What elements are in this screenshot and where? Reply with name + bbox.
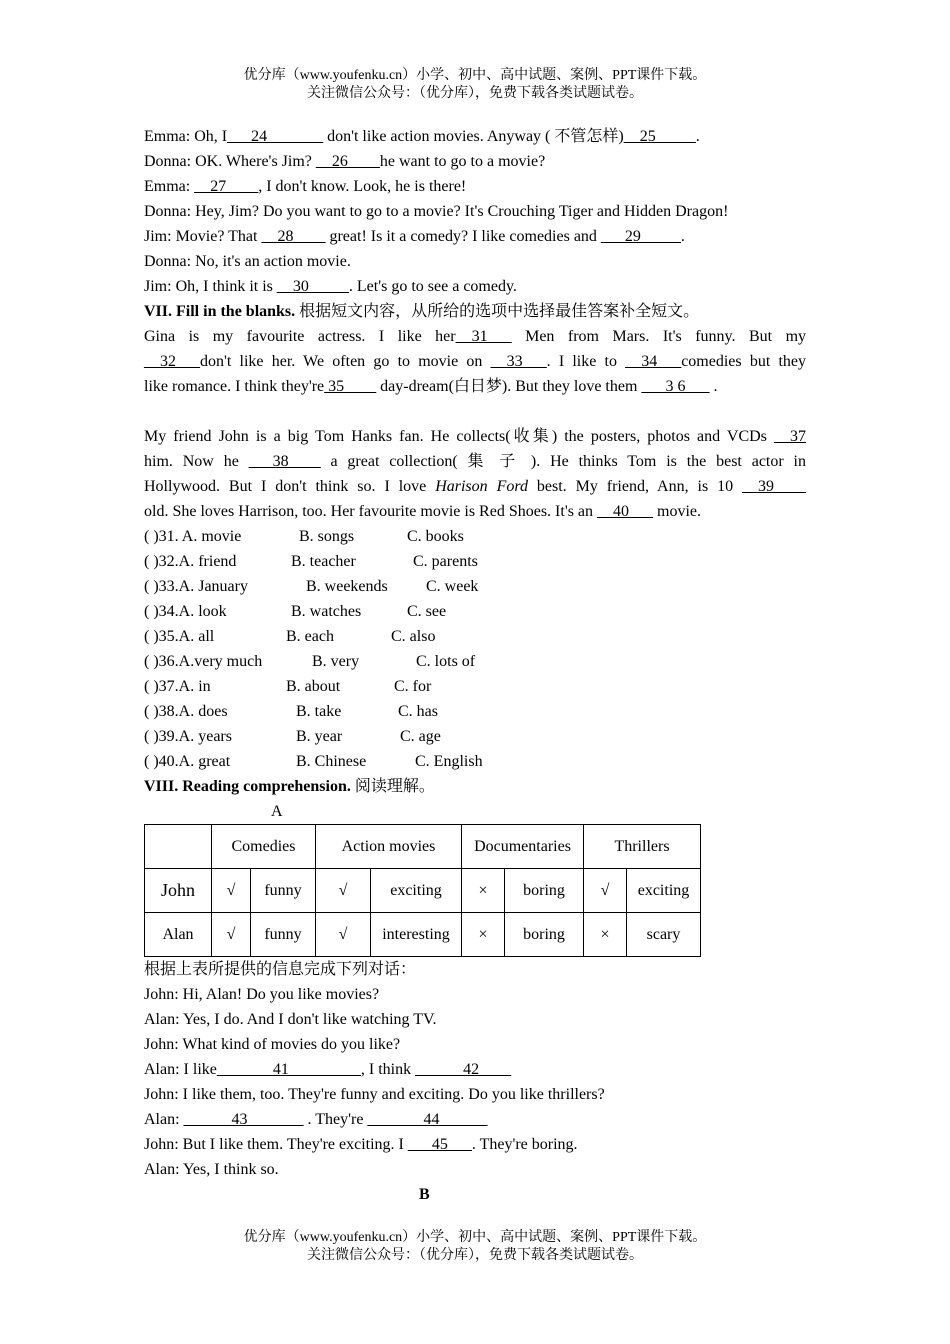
dialogue-line: Jim: Oh, I think it is __30_____. Let's go to see a comedy. (144, 278, 517, 295)
table-row-name: Alan (145, 913, 212, 957)
section-7-heading: VII. Fill in the blanks. 根据短文内容，从所给的选项中选择最佳答案补全短文。 (144, 303, 700, 320)
option-a: ( )35.A. all (144, 628, 215, 645)
table-header-cell: Thrillers (584, 825, 701, 869)
option-row (144, 724, 806, 749)
table-header-cell: Comedies (212, 825, 316, 869)
section-8-heading: VIII. Reading comprehension. 阅读理解。 (144, 778, 435, 795)
table-cell: √ (212, 869, 251, 913)
option-c: C. week (426, 578, 479, 595)
page-footer (0, 1229, 950, 1265)
dialogue-prompt: 根据上表所提供的信息完成下列对话： (144, 961, 417, 978)
table-cell: × (584, 913, 627, 957)
option-b: B. about (286, 678, 341, 695)
option-a: ( )36.A.very much (144, 653, 263, 670)
option-c: C. has (398, 703, 438, 720)
option-row (144, 699, 806, 724)
dialogue-line: Alan: ______43_______ . They're _______44______ (144, 1111, 488, 1128)
passage-2-line: old. She loves Harrison, too. Her favourite movie is Red Shoes. It's an __40___ movie. (144, 503, 702, 520)
option-c: C. books (407, 528, 464, 545)
option-b: B. Chinese (296, 753, 367, 770)
passage-1-line: __32___don't like her. We often go to movie on __33___. I like to __34___comedies but they (144, 353, 807, 370)
footer-line-1: 优分库（www.youfenku.cn）小学、初中、高中试题、案例、PPT课件下载。 (243, 1230, 707, 1245)
table-cell: exciting (627, 869, 701, 913)
table-corner-cell (145, 825, 212, 869)
option-row (144, 624, 806, 649)
option-row (144, 574, 806, 599)
dialogue-line: John: What kind of movies do you like? (144, 1036, 401, 1053)
option-c: C. parents (413, 553, 478, 570)
option-row (144, 524, 806, 549)
table-row (145, 869, 701, 913)
dialogue-line: Donna: No, it's an action movie. (144, 253, 351, 270)
options-list (144, 524, 806, 774)
option-b: B. year (296, 728, 343, 745)
option-c: C. see (407, 603, 447, 620)
option-c: C. English (415, 753, 483, 770)
option-row (144, 749, 806, 774)
option-b: B. very (312, 653, 360, 670)
table-cell: √ (212, 913, 251, 957)
passage-1-line: Gina is my favourite actress. I like her__31___ Men from Mars. It's funny. But my (144, 328, 807, 345)
table-header-row (145, 825, 701, 869)
option-a: ( )38.A. does (144, 703, 228, 720)
document-body (144, 124, 806, 1207)
dialogue-line: John: Hi, Alan! Do you like movies? (144, 986, 380, 1003)
table-header-cell: Documentaries (462, 825, 584, 869)
option-a: ( )37.A. in (144, 678, 211, 695)
option-b: B. songs (299, 528, 355, 545)
option-a: ( )40.A. great (144, 753, 231, 770)
option-b: B. teacher (291, 553, 356, 570)
option-a: ( )32.A. friend (144, 553, 237, 570)
dialogue-line: Donna: Hey, Jim? Do you want to go to a movie? It's Crouching Tiger and Hidden Dragon! (144, 203, 729, 220)
option-b: B. watches (291, 603, 362, 620)
footer-line-2: 关注微信公众号：（优分库），免费下载各类试题试卷。 (307, 1248, 643, 1263)
table-header-cell: Action movies (316, 825, 462, 869)
dialogue-line: Donna: OK. Where's Jim? __26____he want to go to a movie? (144, 153, 546, 170)
passage-2-line: My friend John is a big Tom Hanks fan. He collects(收集) the posters, photos and VCDs __37 (144, 428, 806, 445)
option-c: C. age (400, 728, 441, 745)
table-cell: boring (505, 913, 584, 957)
table-cell: funny (251, 869, 316, 913)
option-c: C. lots of (416, 653, 476, 670)
part-b-label: B (419, 1186, 430, 1203)
passage-2-line: him. Now he ___38____ a great collection( 集 子 ). He thinks Tom is the best actor in (144, 453, 806, 470)
dialogue-line: Alan: I like_______41_________, I think ______42____ (144, 1061, 512, 1078)
table-row (145, 913, 701, 957)
dialogue-line: John: I like them, too. They're funny and exciting. Do you like thrillers? (144, 1086, 605, 1103)
option-a: ( )33.A. January (144, 578, 248, 595)
part-a-label: A (271, 803, 283, 820)
dialogue-line: John: But I like them. They're exciting. I ___45___. They're boring. (144, 1136, 578, 1153)
table-cell: √ (316, 869, 371, 913)
option-row (144, 549, 806, 574)
passage-2-line: Hollywood. But I don't think so. I love Harison Ford best. My friend, Ann, is 10 __39____ (144, 478, 807, 495)
table-cell: scary (627, 913, 701, 957)
passage-1-line: like romance. I think they're 35____ day-dream(白日梦). But they love them ___3 6___ . (144, 378, 718, 395)
dialogue-line: Jim: Movie? That __28____ great! Is it a comedy? I like comedies and ___29_____. (144, 228, 685, 245)
dialogue-line: Emma: Oh, I___24_______ don't like action movies. Anyway ( 不管怎样)__25_____. (144, 128, 700, 145)
table-cell: × (462, 869, 505, 913)
table-cell: exciting (371, 869, 462, 913)
table-row-name: John (145, 869, 212, 913)
option-row (144, 674, 806, 699)
option-b: B. take (296, 703, 342, 720)
option-b: B. weekends (306, 578, 388, 595)
table-cell: × (462, 913, 505, 957)
table-cell: interesting (371, 913, 462, 957)
page-header (0, 67, 950, 103)
option-a: ( )31. A. movie (144, 528, 242, 545)
option-c: C. for (394, 678, 432, 695)
table-cell: √ (316, 913, 371, 957)
option-a: ( )34.A. look (144, 603, 227, 620)
option-row (144, 599, 806, 624)
dialogue-line: Emma: __27____, I don't know. Look, he is there! (144, 178, 467, 195)
option-a: ( )39.A. years (144, 728, 232, 745)
table-cell: √ (584, 869, 627, 913)
dialogue-line: Alan: Yes, I think so. (144, 1161, 279, 1178)
option-row (144, 649, 806, 674)
movie-preference-table (144, 824, 701, 957)
table-cell: funny (251, 913, 316, 957)
header-line-2: 关注微信公众号：（优分库），免费下载各类试题试卷。 (307, 86, 643, 101)
header-line-1: 优分库（www.youfenku.cn）小学、初中、高中试题、案例、PPT课件下载。 (243, 68, 707, 83)
option-c: C. also (391, 628, 436, 645)
option-b: B. each (286, 628, 334, 645)
dialogue-line: Alan: Yes, I do. And I don't like watching TV. (144, 1011, 437, 1028)
table-cell: boring (505, 869, 584, 913)
